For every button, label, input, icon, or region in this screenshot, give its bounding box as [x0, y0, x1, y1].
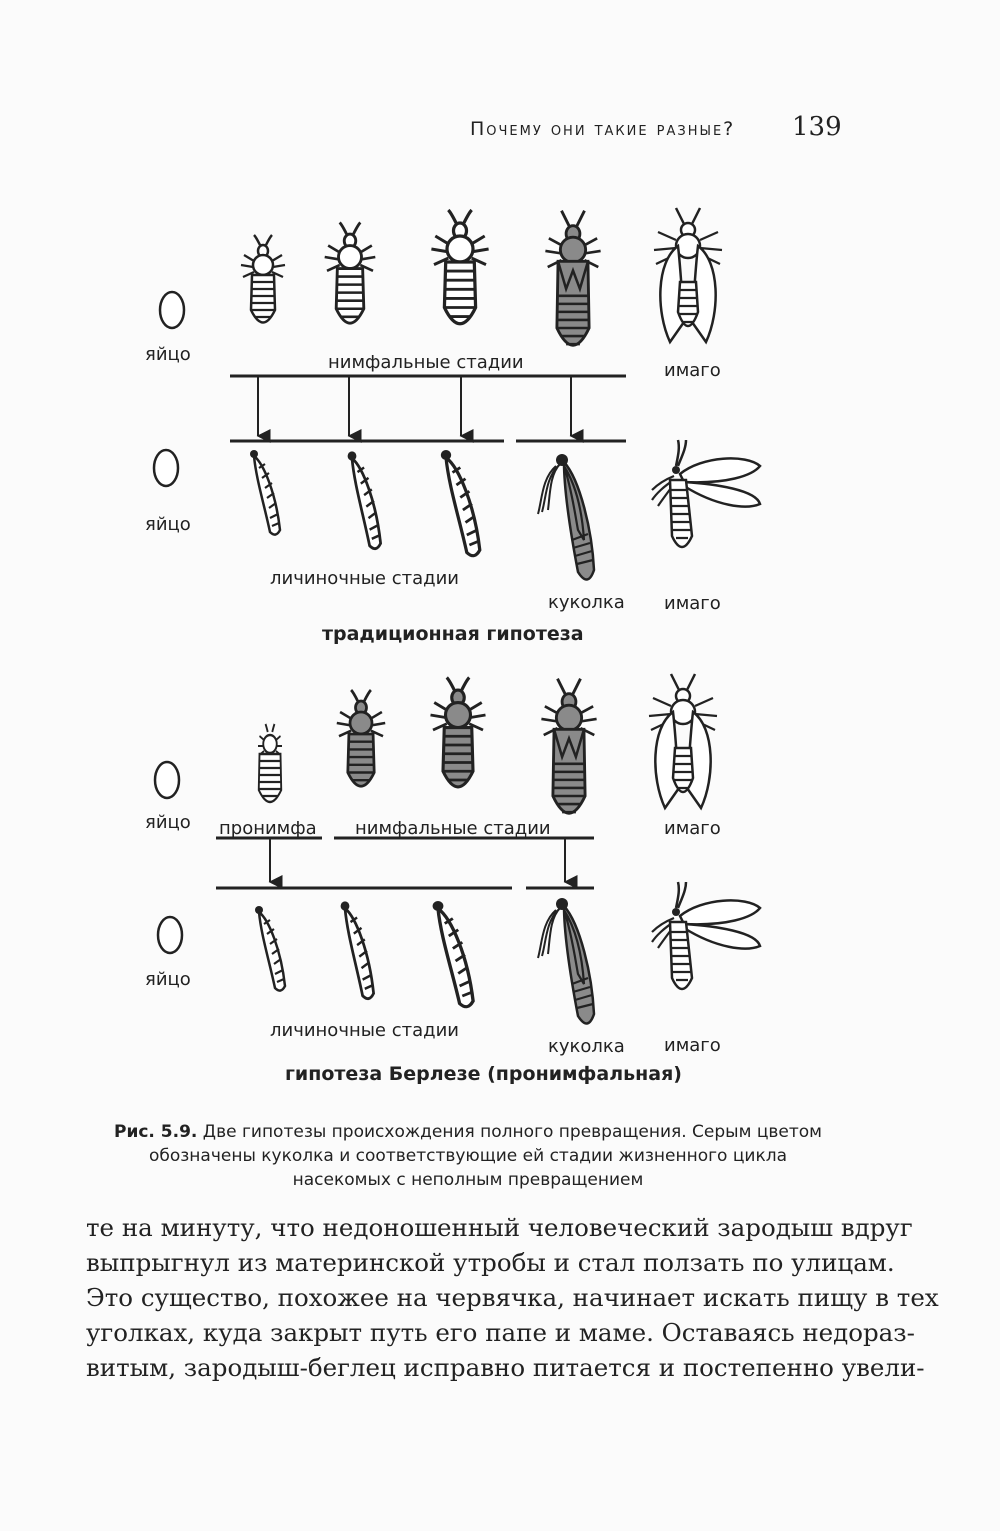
nymph-icon [325, 223, 376, 324]
nymph-stages-label: нимфальные стадии [355, 818, 551, 839]
late-nymph-icon [545, 211, 600, 346]
nymph-icon [241, 235, 285, 323]
egg-label: яйцо [145, 812, 191, 833]
larva-icon [433, 901, 474, 1007]
larva-icon [348, 451, 381, 548]
larva-icon [250, 450, 280, 535]
nymph-icon [431, 210, 488, 324]
traditional-hypothesis [145, 208, 760, 645]
pronymph-label: пронимфа [219, 818, 317, 839]
egg-icon [154, 450, 178, 486]
imago-label: имаго [664, 1035, 721, 1056]
caption-label: Рис. 5.9. [113, 1122, 198, 1142]
body-line: выпрыгнул из материнской утробы и стал ползать по улицам. [86, 1248, 895, 1277]
imago-label: имаго [664, 593, 721, 614]
running-header: Почему они такие разные? [470, 118, 736, 140]
pupa-label: куколка [548, 592, 625, 613]
body-line: витым, зародыш-беглец исправно питается и постепенно увели- [86, 1353, 925, 1382]
egg-label: яйцо [145, 969, 191, 990]
nymph-gray-icon [431, 678, 486, 787]
body-line: Это существо, похожее на червячка, начинает искать пищу в тех [86, 1283, 939, 1312]
figure-caption [98, 1120, 838, 1192]
nymph-gray-icon [337, 690, 385, 786]
caption-text: Две гипотезы происхождения полного превращения. Серым цветом обозначены куколка и соответствующие ей стадии жизненного цикла насекомых с неполным превращением [148, 1122, 823, 1190]
imago-icon [654, 208, 722, 342]
pupa-icon [538, 454, 594, 580]
flying-imago-icon [652, 440, 760, 547]
berlese-hypothesis [145, 674, 760, 1085]
late-nymph-icon [541, 679, 596, 814]
body-paragraph [86, 1210, 939, 1385]
hypothesis-title: гипотеза Берлезе (пронимфальная) [285, 1063, 682, 1085]
flying-imago-icon [652, 882, 760, 989]
hypothesis-title: традиционная гипотеза [322, 623, 584, 645]
imago-label: имаго [664, 818, 721, 839]
pupa-icon [538, 898, 594, 1024]
larva-icon [441, 450, 480, 556]
body-line: те на минуту, что недоношенный человеческий зародыш вдруг [86, 1213, 913, 1242]
egg-label: яйцо [145, 344, 191, 365]
egg-icon [155, 762, 179, 798]
pupa-label: куколка [548, 1036, 625, 1057]
imago-label: имаго [664, 360, 721, 381]
imago-icon [649, 674, 717, 808]
page-number: 139 [792, 112, 842, 142]
egg-icon [160, 292, 184, 328]
larval-stages-label: личиночные стадии [270, 1020, 459, 1041]
pronymph-icon [258, 724, 282, 802]
egg-icon [158, 917, 182, 953]
larva-icon [255, 906, 285, 991]
nymph-stages-label: нимфальные стадии [328, 352, 524, 373]
larval-stages-label: личиночные стадии [270, 568, 459, 589]
larva-icon [341, 901, 374, 998]
body-line: уголках, куда закрыт путь его папе и маме. Оставаясь недораз- [86, 1318, 915, 1347]
egg-label: яйцо [145, 514, 191, 535]
